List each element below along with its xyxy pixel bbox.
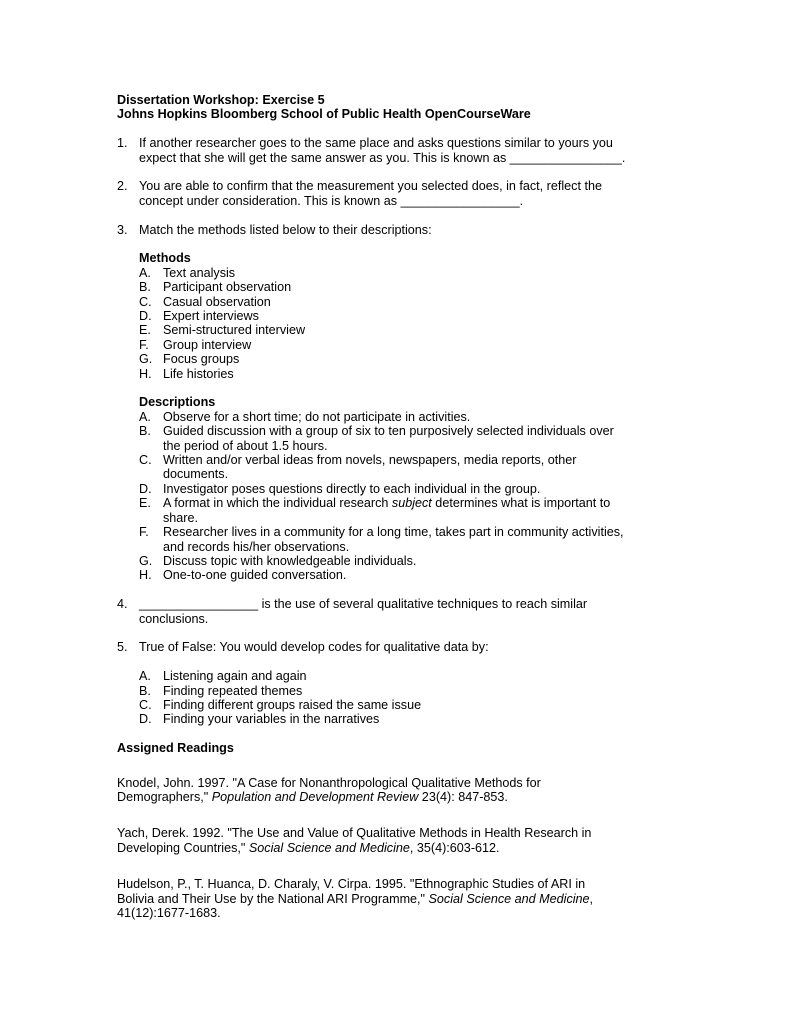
item-text: One-to-one guided conversation. xyxy=(163,568,347,583)
reference-text: , xyxy=(589,891,594,906)
methods-list xyxy=(139,266,677,381)
item-text: Finding your variables in the narratives xyxy=(163,712,380,727)
question-3 xyxy=(117,223,677,583)
item-letter: E. xyxy=(139,323,151,338)
question-1 xyxy=(117,136,677,165)
item-text: Discuss topic with knowledgeable individuals. xyxy=(163,553,417,568)
item-text: Participant observation xyxy=(163,280,292,295)
item-text: Focus groups xyxy=(163,352,240,367)
description-item xyxy=(139,496,677,525)
item-letter: A. xyxy=(139,409,151,424)
item-text: Listening again and again xyxy=(163,669,307,684)
reference-text: Developing Countries," xyxy=(117,840,249,855)
item-letter: C. xyxy=(139,294,152,309)
reference-line xyxy=(117,892,677,906)
reference-line: Knodel, John. 1997. "A Case for Nonanthropological Qualitative Methods for xyxy=(117,775,541,790)
item-text-part: A format in which the individual research xyxy=(163,496,392,511)
method-item xyxy=(139,309,677,323)
item-text: Written and/or verbal ideas from novels, newspapers, media reports, other xyxy=(163,453,577,468)
descriptions-heading: Descriptions xyxy=(139,395,216,410)
item-text: Researcher lives in a community for a long time, takes part in community activities, xyxy=(163,525,624,540)
description-item xyxy=(139,568,677,582)
answer-blank: _________________ xyxy=(139,597,259,612)
item-text: Finding repeated themes xyxy=(163,683,303,698)
descriptions-list xyxy=(139,410,677,583)
answer-option xyxy=(139,684,677,698)
item-text: Finding different groups raised the same issue xyxy=(163,697,422,712)
reference-line xyxy=(117,841,677,855)
reference-text: Demographers," xyxy=(117,789,212,804)
reference-line xyxy=(117,790,677,804)
question-2 xyxy=(117,179,677,208)
description-item xyxy=(139,424,677,453)
question-number: 1. xyxy=(117,136,128,151)
item-text: Expert interviews xyxy=(163,309,259,324)
item-text: Text analysis xyxy=(163,265,236,280)
question-text-line: concept under consideration. This is known as _________________. xyxy=(139,193,524,208)
description-item xyxy=(139,482,677,496)
document-subtitle: Johns Hopkins Bloomberg School of Public Health OpenCourseWare xyxy=(117,107,531,122)
item-text: Semi-structured interview xyxy=(163,323,306,338)
item-text: Group interview xyxy=(163,337,252,352)
item-letter: D. xyxy=(139,712,152,727)
reference-item xyxy=(117,826,677,855)
item-letter: F. xyxy=(139,525,149,540)
item-letter: H. xyxy=(139,366,152,381)
question-text-line: conclusions. xyxy=(139,611,209,626)
reference-text: , 35(4):603-612. xyxy=(409,840,500,855)
item-letter: B. xyxy=(139,683,151,698)
question-number: 2. xyxy=(117,179,128,194)
answer-option xyxy=(139,712,677,726)
item-letter: A. xyxy=(139,265,151,280)
item-letter: G. xyxy=(139,352,153,367)
reference-line: Yach, Derek. 1992. "The Use and Value of Qualitative Methods in Health Research in xyxy=(117,826,592,841)
item-letter: H. xyxy=(139,568,152,583)
question-text-line: If another researcher goes to the same place and asks questions similar to yours you xyxy=(139,136,613,151)
answer-option xyxy=(139,698,677,712)
question-text-line: True of False: You would develop codes for qualitative data by: xyxy=(139,640,489,655)
question-text-line: You are able to confirm that the measurement you selected does, in fact, reflect the xyxy=(139,179,602,194)
description-item xyxy=(139,410,677,424)
question-text-part: is the use of several qualitative techniques to reach similar xyxy=(258,597,588,612)
reference-line: 41(12):1677-1683. xyxy=(117,905,221,920)
item-text: Casual observation xyxy=(163,294,271,309)
question-5 xyxy=(117,640,677,726)
description-item xyxy=(139,554,677,568)
reference-line: Hudelson, P., T. Huanca, D. Charaly, V. Cirpa. 1995. "Ethnographic Studies of ARI in xyxy=(117,877,586,892)
method-item xyxy=(139,280,677,294)
question-number: 4. xyxy=(117,597,128,612)
item-text: and records his/her observations. xyxy=(163,539,350,554)
question-4 xyxy=(117,597,677,626)
item-text: Observe for a short time; do not participate in activities. xyxy=(163,409,471,424)
description-item xyxy=(139,453,677,482)
item-letter: G. xyxy=(139,553,153,568)
reference-text: Bolivia and Their Use by the National ARI Programme," xyxy=(117,891,429,906)
item-letter: A. xyxy=(139,669,151,684)
method-item xyxy=(139,367,677,381)
method-item xyxy=(139,295,677,309)
description-item xyxy=(139,525,677,554)
document-title: Dissertation Workshop: Exercise 5 xyxy=(117,93,325,107)
question-number: 5. xyxy=(117,640,128,655)
item-text: Investigator poses questions directly to each individual in the group. xyxy=(163,481,541,496)
question-text-line: expect that she will get the same answer as you. This is known as ________________. xyxy=(139,150,626,165)
item-letter: F. xyxy=(139,337,149,352)
method-item xyxy=(139,352,677,366)
question-number: 3. xyxy=(117,222,128,237)
method-item xyxy=(139,266,677,280)
reference-item xyxy=(117,776,677,805)
answer-options-list xyxy=(139,669,677,727)
answer-option xyxy=(139,669,677,683)
question-text-line xyxy=(139,597,677,611)
item-text: the period of about 1.5 hours. xyxy=(163,438,328,453)
item-letter: E. xyxy=(139,496,151,511)
method-item xyxy=(139,338,677,352)
item-letter: B. xyxy=(139,280,151,295)
item-letter: B. xyxy=(139,424,151,439)
reference-item xyxy=(117,877,677,920)
reference-journal: Social Science and Medicine xyxy=(248,840,410,855)
readings-heading: Assigned Readings xyxy=(117,741,234,756)
item-text-italic: subject xyxy=(391,496,432,511)
reference-journal: Social Science and Medicine xyxy=(428,891,590,906)
item-letter: C. xyxy=(139,697,152,712)
reference-journal: Population and Development Review xyxy=(211,789,419,804)
item-letter: C. xyxy=(139,453,152,468)
document-page xyxy=(117,93,677,920)
item-text: Guided discussion with a group of six to ten purposively selected individuals over xyxy=(163,424,614,439)
methods-heading: Methods xyxy=(139,251,191,266)
item-letter: D. xyxy=(139,481,152,496)
method-item xyxy=(139,323,677,337)
item-text: documents. xyxy=(163,467,229,482)
question-text-line: Match the methods listed below to their descriptions: xyxy=(139,222,432,237)
reference-text: 23(4): 847-853. xyxy=(418,789,508,804)
item-text: share. xyxy=(163,510,199,525)
item-text xyxy=(163,496,677,510)
item-letter: D. xyxy=(139,309,152,324)
item-text-part: determines what is important to xyxy=(431,496,611,511)
item-text: Life histories xyxy=(163,366,234,381)
